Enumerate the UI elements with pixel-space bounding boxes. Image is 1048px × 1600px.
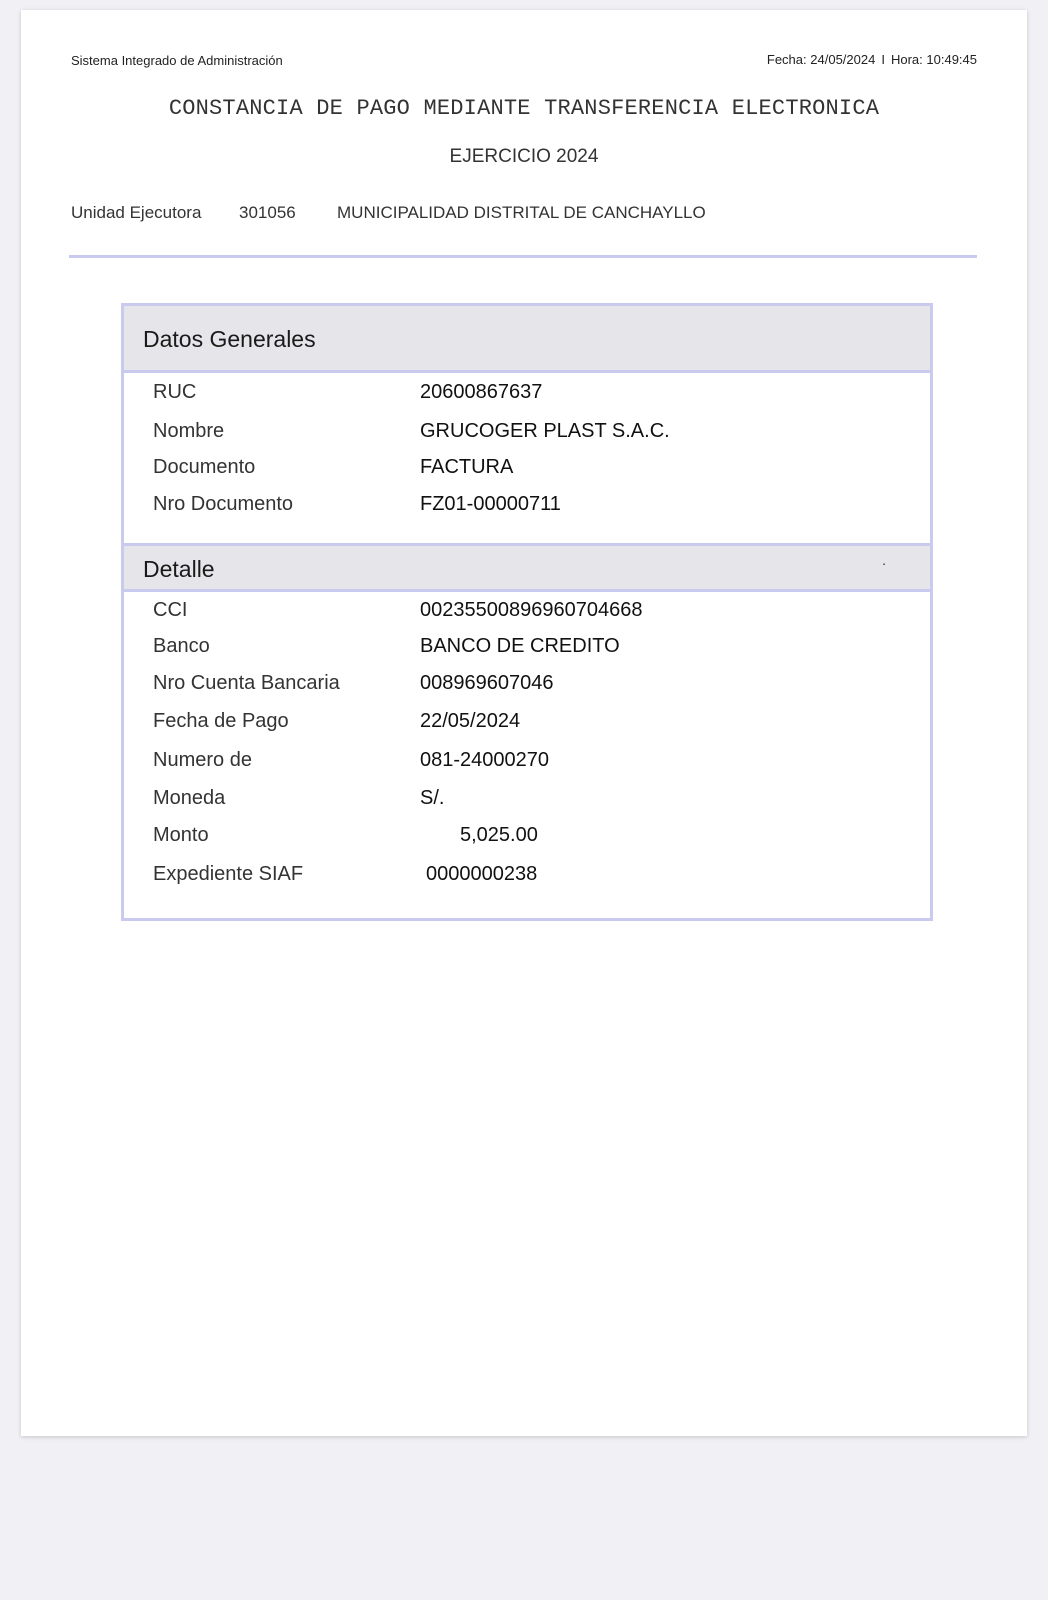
datos-generales-title: Datos Generales <box>143 326 316 352</box>
fecha-pago-value: 22/05/2024 <box>420 710 521 732</box>
payment-details-panel <box>121 303 933 921</box>
unidad-ejecutora-label: Unidad Ejecutora <box>71 203 202 222</box>
banco-value: BANCO DE CREDITO <box>420 635 620 657</box>
header-divider <box>69 255 977 258</box>
datos-generales-header <box>124 306 930 373</box>
hora-value: 10:49:45 <box>926 52 977 67</box>
detalle-title: Detalle <box>143 556 215 582</box>
document-page <box>21 10 1027 1436</box>
unidad-ejecutora-name: MUNICIPALIDAD DISTRITAL DE CANCHAYLLO <box>337 203 706 222</box>
document-title: CONSTANCIA DE PAGO MEDIANTE TRANSFERENCIA ELECTRONICA <box>168 96 880 121</box>
expediente-siaf-label: Expediente SIAF <box>153 863 304 885</box>
moneda-label: Moneda <box>153 787 226 809</box>
cci-value: 00235500896960704668 <box>420 599 643 621</box>
moneda-value: S/. <box>420 787 445 809</box>
ruc-value: 20600867637 <box>420 381 543 403</box>
cci-label: CCI <box>153 599 188 621</box>
unidad-ejecutora-code: 301056 <box>239 203 296 222</box>
nro-documento-value: FZ01-00000711 <box>420 493 561 515</box>
documento-value: FACTURA <box>420 456 514 478</box>
timestamp-separator: I <box>881 52 885 67</box>
banco-label: Banco <box>153 635 210 657</box>
monto-value: 5,025.00 <box>460 824 538 846</box>
hora-label: Hora: <box>890 52 923 67</box>
print-timestamp <box>767 52 977 67</box>
nombre-label: Nombre <box>153 420 225 442</box>
monto-label: Monto <box>153 824 209 846</box>
nro-cuenta-label: Nro Cuenta Bancaria <box>153 672 340 694</box>
fiscal-year: EJERCICIO 2024 <box>449 146 599 167</box>
fecha-value: 24/05/2024 <box>810 52 876 67</box>
ruc-label: RUC <box>153 381 197 403</box>
documento-label: Documento <box>153 456 256 478</box>
expediente-siaf-value: 0000000238 <box>426 863 538 885</box>
fecha-label: Fecha: <box>766 52 807 67</box>
numero-de-label: Numero de <box>153 749 252 771</box>
fecha-pago-label: Fecha de Pago <box>153 710 289 732</box>
system-name: Sistema Integrado de Administración <box>71 53 283 68</box>
numero-de-value: 081-24000270 <box>420 749 550 771</box>
nro-cuenta-value: 008969607046 <box>420 672 554 694</box>
detalle-mark: . <box>882 552 886 568</box>
detalle-header <box>124 543 930 592</box>
nro-documento-label: Nro Documento <box>153 493 294 515</box>
nombre-value: GRUCOGER PLAST S.A.C. <box>420 420 670 442</box>
